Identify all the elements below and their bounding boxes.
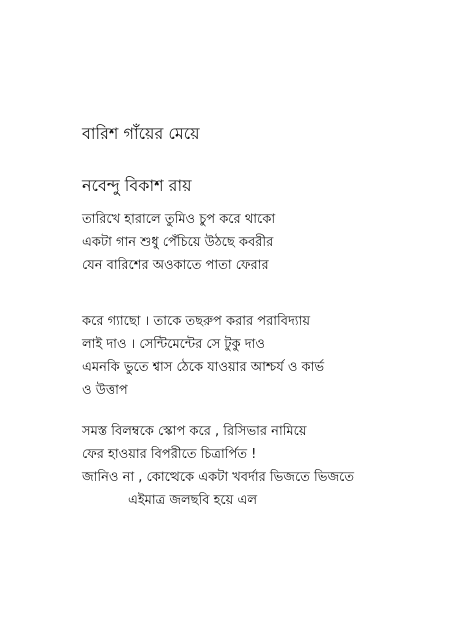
poem-line: এইমাত্র জলছবি হয়ে এল bbox=[128, 493, 258, 508]
poem-line: একটা গান শুধু পেঁচিয়ে উঠছে কবরীর bbox=[82, 235, 274, 250]
poem-line: সমস্ত বিলম্বকে স্কোপ করে , রিসিভার নামিয়ে bbox=[82, 424, 307, 439]
poem-line: এমনকি ভুতে শ্বাস ঠেকে যাওয়ার আশ্চর্য ও কার্ভ bbox=[82, 360, 325, 375]
stanza-1 bbox=[82, 208, 275, 277]
poem-line: ও উত্তাপ bbox=[82, 383, 128, 398]
poem-line: ফের হাওয়ার বিপরীতে চিত্রার্পিত ! bbox=[82, 447, 257, 462]
stanza-3 bbox=[82, 420, 354, 512]
poem-line: জানিও না , কোত্থেকে একটা খবর্দার ভিজতে ভিজতে bbox=[82, 470, 355, 485]
poem-author: নবেন্দু বিকাশ রায় bbox=[82, 176, 192, 195]
poem-line: যেন বারিশের অওকাতে পাতা ফেরার bbox=[82, 258, 269, 273]
poem-title: বারিশ গাঁয়ের মেয়ে bbox=[82, 124, 200, 143]
poem-line: তারিখে হারালে তুমিও চুপ করে থাকো bbox=[82, 212, 276, 227]
poem-line: করে গ্যাছো । তাকে তছরুপ করার পরাবিদ্যায় bbox=[82, 314, 311, 329]
poem-line: লাই দাও । সেন্টিমেন্টের সে টুকু দাও bbox=[82, 337, 265, 352]
stanza-2 bbox=[82, 310, 324, 402]
